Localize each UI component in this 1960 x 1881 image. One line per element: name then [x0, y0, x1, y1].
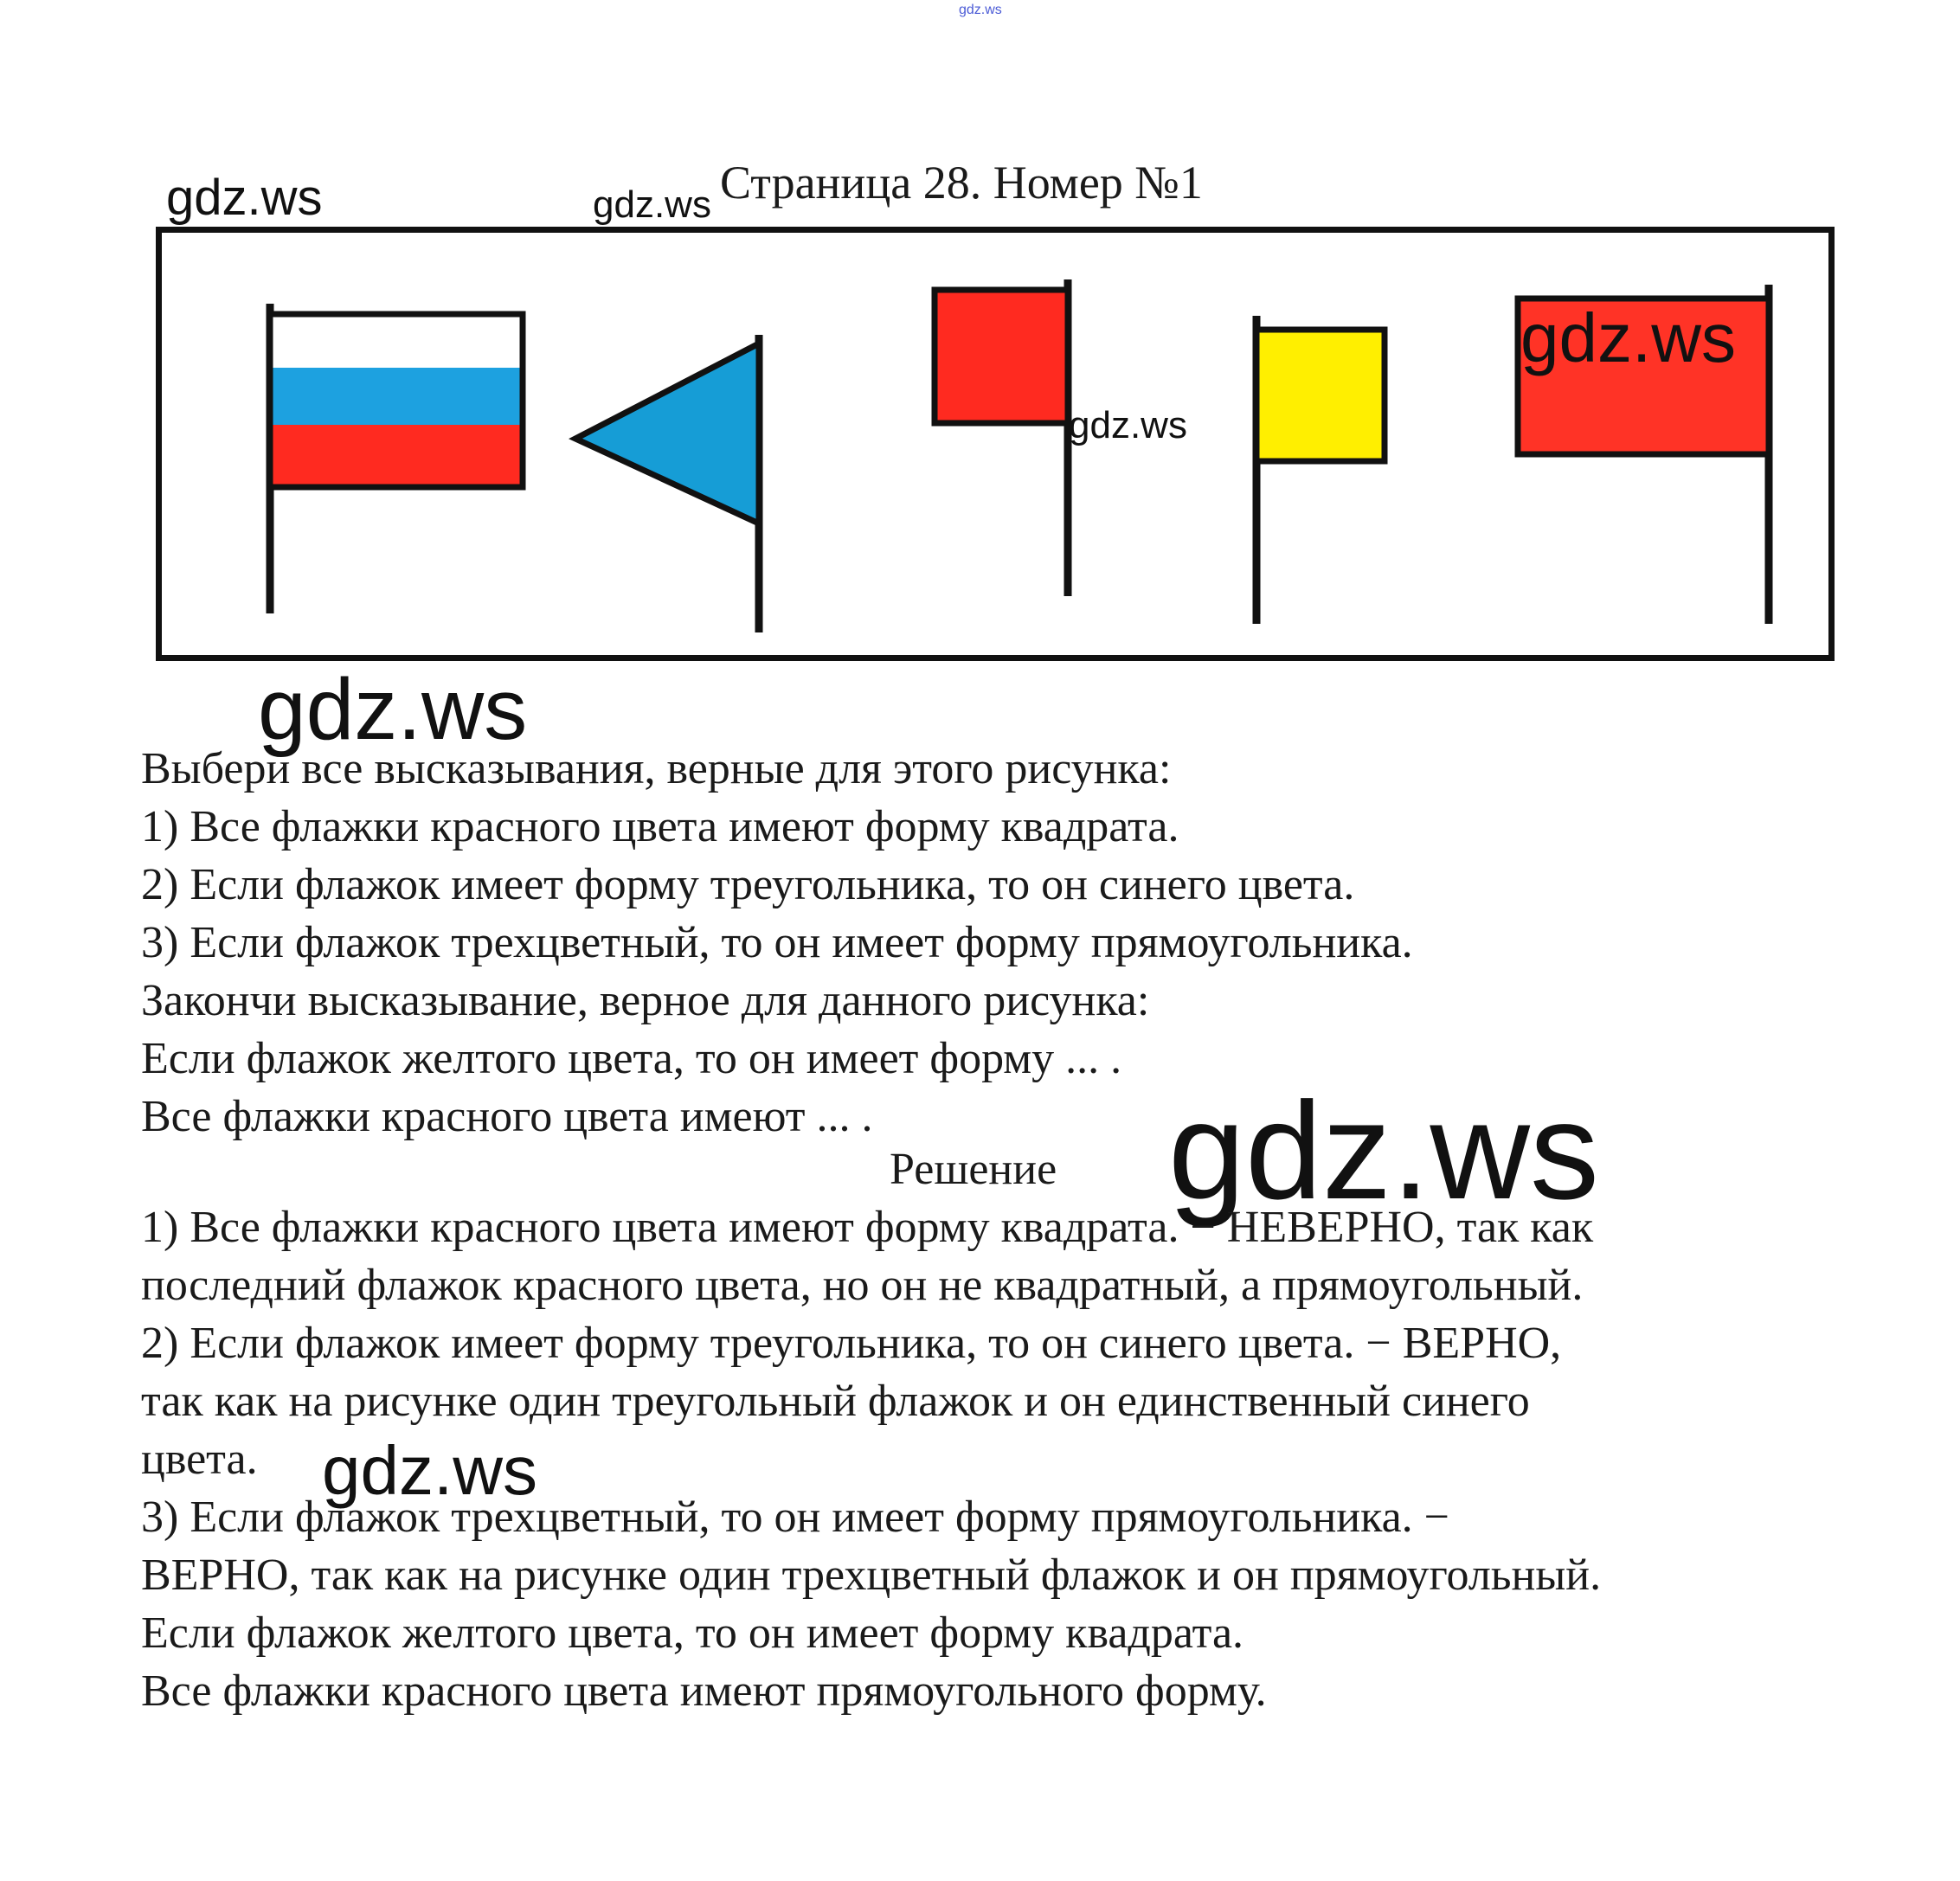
flag-square	[935, 290, 1068, 423]
red-square-flag	[935, 279, 1068, 596]
watermark-top: gdz.ws	[959, 3, 1002, 17]
watermark: gdz.ws	[166, 170, 323, 226]
flag-triangle	[575, 343, 759, 523]
solution-line: так как на рисунке один треугольный флажок и он единственный синего	[141, 1377, 1530, 1426]
flag-stripe-white	[270, 314, 523, 368]
watermark: gdz.ws	[1069, 404, 1187, 446]
page-title: Страница 28. Номер №1	[720, 157, 1203, 209]
watermark: gdz.ws	[258, 661, 528, 758]
triangle-flag	[575, 335, 759, 632]
statement-2: 2) Если флажок имеет форму треугольника, то он синего цвета.	[141, 860, 1355, 909]
solution-heading: Решение	[890, 1145, 1057, 1194]
solution-line: ВЕРНО, так как на рисунке один трехцветный флажок и он прямоугольный.	[141, 1550, 1602, 1600]
task-text	[141, 740, 1872, 1146]
solution-line: Если флажок желтого цвета, то он имеет форму квадрата.	[141, 1608, 1244, 1658]
watermark: gdz.ws	[1520, 299, 1736, 376]
watermark: gdz.ws	[322, 1432, 537, 1509]
yellow-square-flag	[1256, 316, 1385, 624]
statement-1: 1) Все флажки красного цвета имеют форму квадрата.	[141, 802, 1179, 851]
solution-line: последний флажок красного цвета, но он не квадратный, а прямоугольный.	[141, 1261, 1584, 1310]
task-prompt: Выбери все высказывания, верные для этого рисунка:	[141, 744, 1172, 793]
flags-figure	[156, 227, 1835, 661]
watermark: gdz.ws	[1168, 1073, 1599, 1228]
solution-line: 3) Если флажок трехцветный, то он имеет форму прямоугольника. −	[141, 1493, 1450, 1542]
task-prompt-2: Закончи высказывание, верное для данного рисунка:	[141, 976, 1150, 1025]
solution-line: 2) Если флажок имеет форму треугольника, то он синего цвета. − ВЕРНО,	[141, 1319, 1562, 1368]
flags-drawing	[162, 233, 1828, 655]
complete-1: Если флажок желтого цвета, то он имеет форму ... .	[141, 1034, 1122, 1083]
watermark: gdz.ws	[593, 183, 711, 226]
solution-text	[141, 1140, 1872, 1720]
solution-line: 1) Все флажки красного цвета имеют форму квадрата. − НЕВЕРНО, так как	[141, 1203, 1594, 1252]
solution-line: цвета.	[141, 1435, 258, 1484]
complete-2: Все флажки красного цвета имеют ... .	[141, 1092, 873, 1141]
tricolor-flag	[270, 304, 523, 613]
statement-3: 3) Если флажок трехцветный, то он имеет форму прямоугольника.	[141, 918, 1413, 967]
solution-line: Все флажки красного цвета имеют прямоугольного форму.	[141, 1666, 1267, 1716]
flag-stripe-blue	[270, 368, 523, 425]
flag-square	[1256, 330, 1385, 461]
flag-stripe-red	[270, 425, 523, 487]
